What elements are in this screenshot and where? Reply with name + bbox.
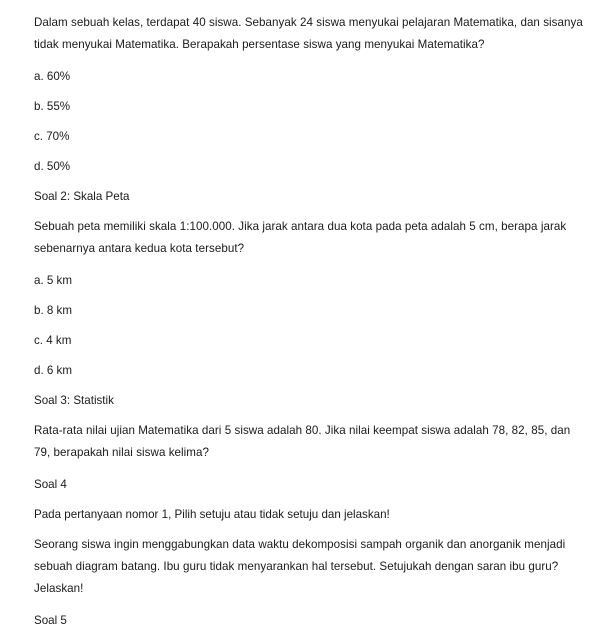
question-1-line-2: tidak menyukai Matematika. Berapakah persentase siswa yang menyukai Matematika? [34,38,485,51]
soal-5-heading: Soal 5 [34,614,67,627]
soal-3-heading: Soal 3: Statistik [34,394,114,407]
soal-3-line-2: 79, berapakah nilai siswa kelima? [34,446,210,459]
soal-2-line-2: sebenarnya antara kedua kota tersebut? [34,242,245,255]
soal-2-option-c: c. 4 km [34,334,72,347]
soal-3-line-1: Rata-rata nilai ujian Matematika dari 5 siswa adalah 80. Jika nilai keempat siswa adalah 78, 82, 85, dan [34,424,571,437]
soal-4-line-3: Jelaskan! [34,582,84,595]
question-1-option-a: a. 60% [34,70,71,83]
question-1-line-1: Dalam sebuah kelas, terdapat 40 siswa. Sebanyak 24 siswa menyukai pelajaran Matematika, dan sisanya [34,16,583,29]
soal-2-option-b: b. 8 km [34,304,73,317]
soal-3-text [34,420,582,464]
question-1-option-d: d. 50% [34,160,71,173]
soal-2-text [34,216,582,260]
soal-2-option-a: a. 5 km [34,274,73,287]
question-1-text [34,12,582,56]
soal-2-line-1: Sebuah peta memiliki skala 1:100.000. Jika jarak antara dua kota pada peta adalah 5 cm, berapa jarak [34,220,567,233]
question-1-option-c: c. 70% [34,130,70,143]
question-1-option-b: b. 55% [34,100,71,113]
soal-4-line-1: Seorang siswa ingin menggabungkan data waktu dekomposisi sampah organik dan anorganik menjadi [34,538,566,551]
soal-2-option-d: d. 6 km [34,364,73,377]
soal-4-text [34,534,582,600]
soal-2-heading: Soal 2: Skala Peta [34,190,130,203]
soal-4-heading: Soal 4 [34,478,67,491]
soal-4-instruction: Pada pertanyaan nomor 1, Pilih setuju atau tidak setuju dan jelaskan! [34,508,390,521]
document-page [34,12,582,640]
soal-4-line-2: sebuah diagram batang. Ibu guru tidak menyarankan hal tersebut. Setujukah dengan saran ibu guru? [34,560,559,573]
